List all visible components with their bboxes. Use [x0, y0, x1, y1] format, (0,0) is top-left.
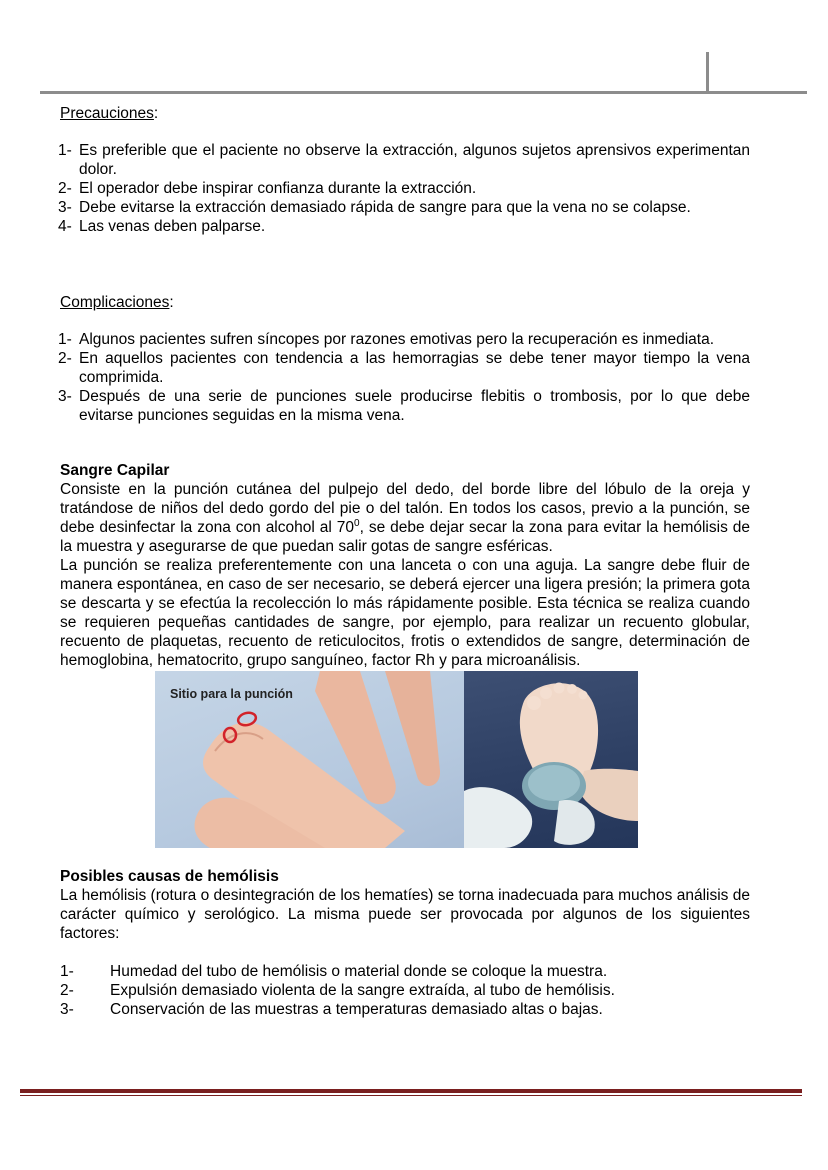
complicaciones-heading [60, 293, 750, 312]
precauciones-heading [60, 104, 750, 123]
header-tick [706, 52, 709, 93]
list-item: 3- Debe evitarse la extracción demasiado rápida de sangre para que la vena no se colapse. [58, 199, 691, 216]
hemolisis-list [60, 962, 750, 1019]
list-item: 2- El operador debe inspirar confianza durante la extracción. [58, 180, 477, 197]
precauciones-colon: : [153, 105, 159, 122]
page-content [60, 104, 750, 1019]
list-item: 2- Expulsión demasiado violenta de la sangre extraída, al tubo de hemólisis. [60, 982, 615, 999]
hemolisis-paragraph: La hemólisis (rotura o desintegración de los hematíes) se torna inadecuada para muchos análisis de carácter químico y serológico. La misma puede ser provocada por algunos de los siguientes factores: [60, 887, 750, 942]
figures-row [60, 670, 750, 848]
footer-rule-thin [20, 1095, 802, 1096]
list-item: 1- Es preferible que el paciente no observe la extracción, algunos sujetos aprensivos experimentan dolor. [58, 142, 750, 178]
sangre-capilar-paragraph-2: La punción se realiza preferentemente con una lanceta o con una aguja. La sangre debe fluir de manera espontánea, en caso de ser necesario, se deberá ejercer una ligera presión; la primera gota se descarta y se efectúa la recolección lo más rápidamente posible. Esta técnica se realiza cuando se requieren pequeñas cantidades de sangre, por ejemplo, para realizar un recuento globular, recuento de plaquetas, recuento de reticulocitos, frotis o extendidos de sangre, determinación de hemoglobina, hematocrito, grupo sanguíneo, factor Rh y para microanálisis. [60, 557, 750, 669]
heel-illustration [464, 671, 638, 848]
list-item: 4- Las venas deben palparse. [58, 218, 266, 235]
list-item: 3- Después de una serie de punciones suele producirse flebitis o trombosis, por lo que debe evitarse punciones seguidas en la misma vena. [58, 388, 750, 424]
header-rule [40, 91, 807, 94]
sangre-capilar-paragraph-1: Consiste en la punción cutánea del pulpejo del dedo, del borde libre del lóbulo de la oreja y tratándose de niños del dedo gordo del pie o del talón. En todos los casos, previo a la punción, se debe desinfectar la zona con alcohol al $70^0$, se debe dejar secar la zona para evitar la hemólisis de la muestra y asegurarse de que puedan salir gotas de sangre esféricas. [60, 481, 751, 555]
precauciones-title: Precauciones [60, 105, 154, 122]
precauciones-list [60, 141, 750, 236]
footer-rule [20, 1089, 802, 1093]
hemolisis-title: Posibles causas de hemólisis [60, 868, 279, 885]
list-item: 3- Conservación de las muestras a temperaturas demasiado altas o bajas. [60, 1001, 603, 1018]
list-item: 1- Humedad del tubo de hemólisis o material donde se coloque la muestra. [60, 963, 608, 980]
complicaciones-title: Complicaciones [60, 294, 170, 311]
list-item: 2- En aquellos pacientes con tendencia a las hemorragias se debe tener mayor tiempo la vena comprimida. [58, 350, 750, 386]
sangre-capilar-title: Sangre Capilar [60, 462, 170, 479]
complicaciones-colon: : [169, 294, 174, 311]
finger-photo-label: Sitio para la punción [170, 687, 293, 701]
finger-puncture-photo [155, 671, 467, 848]
list-item: 1- Algunos pacientes sufren síncopes por razones emotivas pero la recuperación es inmediata. [58, 331, 715, 348]
complicaciones-list [60, 330, 750, 425]
heel-puncture-photo [464, 671, 638, 848]
